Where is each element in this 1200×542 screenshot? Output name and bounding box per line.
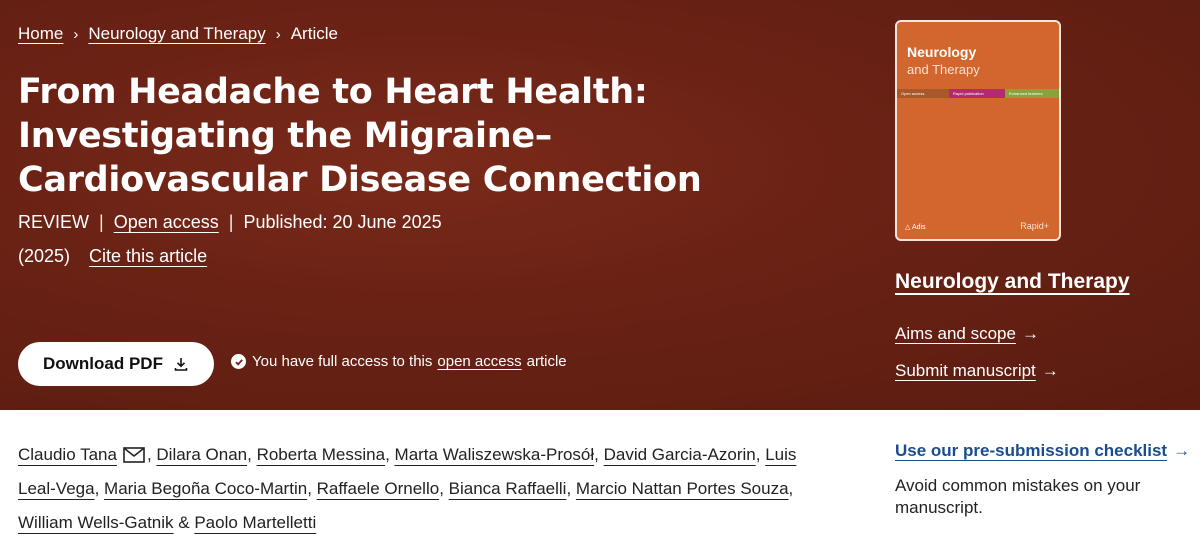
author-link[interactable]: Roberta Messina (256, 445, 386, 464)
author-link[interactable]: Raffaele Ornello (316, 479, 440, 498)
article-type: REVIEW (18, 212, 90, 232)
breadcrumb (18, 24, 338, 44)
access-link[interactable]: open access (437, 353, 522, 370)
download-pdf-label: Download PDF (43, 354, 163, 373)
author-link[interactable]: Luis Leal-Vega (18, 445, 797, 498)
cover-strip-2: Rapid publication (949, 89, 1005, 98)
author-link[interactable]: Claudio Tana (18, 445, 117, 464)
check-circle-icon (231, 354, 246, 369)
cover-badge: Rapid+ (1020, 221, 1049, 231)
published-date: Published: 20 June 2025 (243, 212, 442, 232)
chevron-right-icon: › (73, 25, 79, 43)
aims-scope-link[interactable]: Aims and scope → (895, 324, 1039, 343)
breadcrumb-journal[interactable]: Neurology and Therapy (88, 24, 266, 43)
author-link[interactable]: Marcio Nattan Portes Souza (575, 479, 789, 498)
cover-title-2: and Therapy (907, 62, 980, 77)
cover-title-1: Neurology (907, 44, 977, 60)
arrow-right-icon: → (1041, 361, 1059, 380)
article-title: From Headache to Heart Health: Investigating the Migraine–Cardiovascular Disease Connection (18, 72, 702, 200)
adis-logo: △ Adis (905, 224, 926, 231)
checklist-description: Avoid common mistakes on your manuscript. (895, 476, 1141, 517)
pre-submission-checklist-link[interactable]: Use our pre-submission checklist → (895, 441, 1191, 460)
article-year: (2025) (18, 246, 71, 266)
cite-link[interactable]: Cite this article (89, 246, 208, 266)
cover-strip (897, 89, 1061, 98)
author-link[interactable]: David Garcia-Azorin (603, 445, 756, 464)
author-link[interactable]: Dilara Onan (156, 445, 248, 464)
article-meta: REVIEW | Open access | Published: 20 June 2025 (18, 212, 442, 232)
chevron-right-icon: › (275, 25, 281, 43)
author-link[interactable]: William Wells-Gatnik (18, 513, 174, 532)
author-link[interactable]: Maria Begoña Coco-Martin (104, 479, 308, 498)
article-meta-2 (18, 246, 207, 267)
cover-strip-1: Open access (897, 89, 949, 98)
download-pdf-button[interactable] (18, 342, 214, 386)
breadcrumb-current: Article (290, 24, 338, 43)
download-icon (173, 356, 189, 372)
access-note (231, 353, 567, 370)
author-link[interactable]: Bianca Raffaelli (448, 479, 567, 498)
journal-name-link[interactable]: Neurology and Therapy (895, 270, 1130, 293)
access-prefix: You have full access to this (252, 353, 433, 370)
author-list: Claudio Tana , Dilara Onan, Roberta Messina, Marta Waliszewska-Prosół, David Garcia-Azorin, Luis Leal-Vega, Maria Begoña Coco-Martin, Raffaele Ornello, Bianca Raffaelli, Marcio Nattan Portes Souza, William Wells-Gatnik & Paolo Martelletti (18, 445, 797, 532)
author-link[interactable]: Paolo Martelletti (194, 513, 317, 532)
journal-cover[interactable] (895, 20, 1061, 241)
arrow-right-icon: → (1173, 441, 1191, 460)
email-icon[interactable] (123, 447, 145, 463)
author-link[interactable]: Marta Waliszewska-Prosół (394, 445, 595, 464)
access-suffix: article (526, 353, 567, 370)
breadcrumb-home[interactable]: Home (18, 24, 64, 43)
open-access-link[interactable]: Open access (113, 212, 219, 232)
submit-manuscript-link[interactable]: Submit manuscript → (895, 361, 1059, 380)
cover-strip-3: Enhanced features (1005, 89, 1061, 98)
arrow-right-icon: → (1021, 324, 1039, 343)
